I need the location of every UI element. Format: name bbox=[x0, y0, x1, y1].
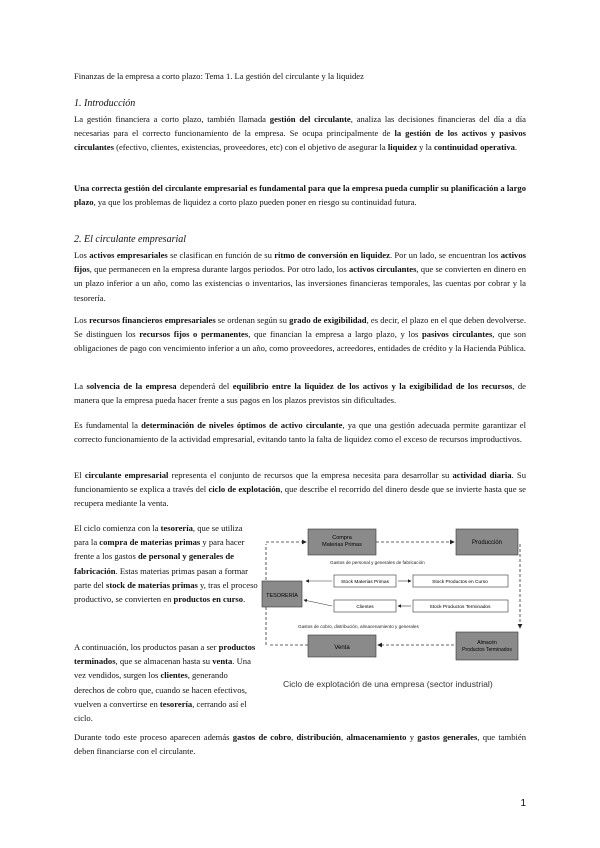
venta-label: Venta bbox=[334, 645, 350, 651]
paragraph-3: Los activos empresariales se clasifican en función de su ritmo de conversión en liquidez. Por un lado, se encuentran los activos fijos, que permanecen en la empresa durante largos periodos. Por otro lado, los activos circulantes, que se convierten en dinero en un plazo inferior a un año, como las existencias o inventarios, las inversiones financieras temporales, las cuentas por cobrar y la tesorería. bbox=[74, 250, 526, 303]
paragraph-5: La solvencia de la empresa dependerá del equilibrio entre la liquidez de los activos y la exigibilidad de los recursos, de manera que la empresa pueda hacer frente a sus pagos en los plazos previstos sin dificultades. bbox=[74, 381, 526, 406]
produccion-label: Producción bbox=[471, 540, 503, 546]
compra-label: Compra Materias Primas bbox=[322, 535, 362, 548]
tesoreria-label: TESORERÍA bbox=[266, 593, 298, 599]
gastos-bottom-label: Gastos de cobro, distribución, almacenamiento y generales bbox=[298, 624, 419, 629]
stock-curso-label: Stock Productos en Curso bbox=[432, 580, 488, 585]
paragraph-6: Es fundamental la determinación de niveles óptimos de activo circulante, ya que una gestión adecuada permite garantizar el correcto funcionamiento de la actividad empresarial, evitando tanto la falta de liquidez como el exceso de recursos improductivos. bbox=[74, 420, 526, 445]
page-number: 1 bbox=[520, 798, 526, 809]
paragraph-10: Durante todo este proceso aparecen además gastos de cobro, distribución, almacenamiento y gastos generales, que también deben financiarse con el circulante. bbox=[74, 732, 527, 757]
clientes-label: Clientes bbox=[356, 605, 374, 610]
stock-mp-label: Stock Materias Primas bbox=[341, 580, 389, 585]
gastos-top-label: Gastos de personal y generales de fabricación bbox=[330, 560, 425, 565]
paragraph-2: Una correcta gestión del circulante empresarial es fundamental para que la empresa pueda cumplir su planificación a largo plazo, ya que los problemas de liquidez a corto plazo pueden poner en riesgo su continuidad futura. bbox=[74, 183, 526, 208]
almacen-label: Almacén Productos Terminados bbox=[462, 640, 512, 653]
section-heading-2: 2. El circulante empresarial bbox=[74, 234, 187, 245]
exploitation-cycle-diagram bbox=[258, 520, 528, 680]
paragraph-4: Los recursos financieros empresariales se ordenan según su grado de exigibilidad, es decir, el plazo en el que deben devolverse. Se distinguen los recursos fijos o permanentes, que financian la empresa a largo plazo, y los pasivos circulantes, que son obligaciones de pago con vencimiento inferior a un año, como proveedores, acreedores, entidades de crédito y la Hacienda Pública. bbox=[74, 315, 526, 354]
paragraph-7: El circulante empresarial representa el conjunto de recursos que la empresa necesita para desarrollar su actividad diaria. Su funcionamiento se explica a través del ciclo de explotación, que describe el recorrido del dinero desde que se invierte hasta que se recupera mediante la venta. bbox=[74, 470, 527, 509]
paragraph-1: La gestión financiera a corto plazo, también llamada gestión del circulante, analiza las decisiones financieras del día a día necesarias para el correcto funcionamiento de la empresa. Se ocupa principalmente de la gestión de los activos y pasivos circulantes (efectivo, clientes, existencias, proveedores, etc) con el objetivo de asegurar la liquidez y la continuidad operativa. bbox=[74, 114, 527, 153]
diagram-caption: Ciclo de explotación de una empresa (sector industrial) bbox=[283, 679, 493, 689]
running-header: Finanzas de la empresa a corto plazo: Tema 1. La gestión del circulante y la liquidez bbox=[74, 71, 364, 81]
paragraph-8: El ciclo comienza con la tesorería, que se utiliza para la compra de materias primas y para hacer frente a los gastos de personal y generales de fabricación. Estas materias primas pasan a formar parte del stock de materias primas y, tras el proceso productivo, se convierten en productos en curso. bbox=[74, 523, 258, 605]
almacen-box bbox=[456, 632, 518, 660]
stock-term-label: Stock Productos Terminados bbox=[429, 605, 491, 610]
section-heading-1: 1. Introducción bbox=[74, 98, 136, 109]
paragraph-9: A continuación, los productos pasan a ser productos terminados, que se almacenan hasta su venta. Una vez vendidos, surgen los clientes, generando derechos de cobro que, cuando se hacen efectivos, vuelven a convertirse en tesorería, cerrando así el ciclo. bbox=[74, 642, 256, 724]
